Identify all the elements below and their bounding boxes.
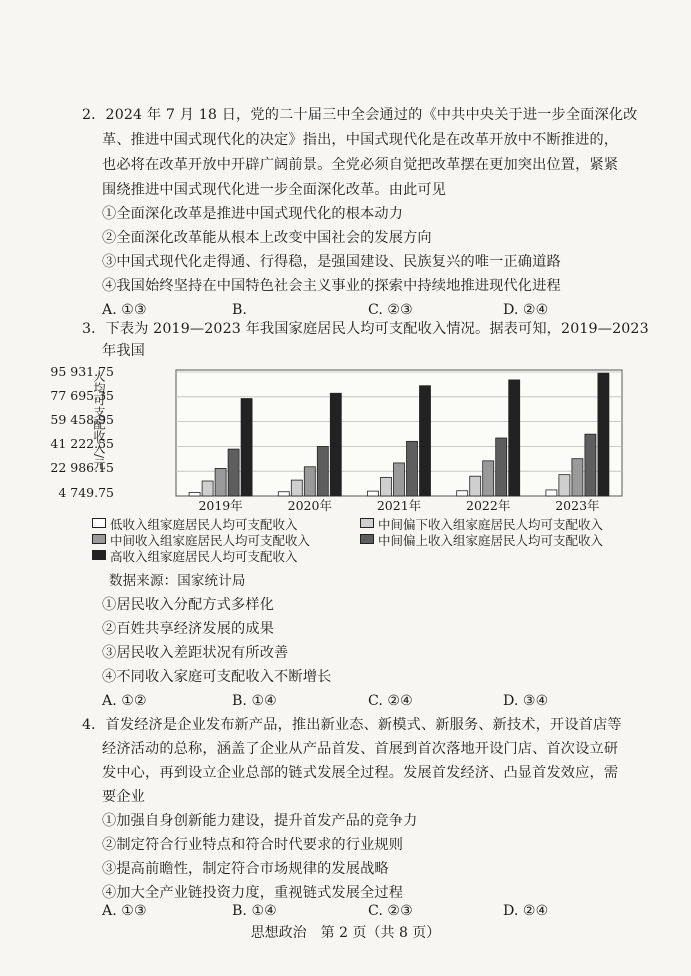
q4-options [102,900,602,922]
bar-2-2019年 [202,481,213,496]
q4-line: 4．首发经济是企业发布新产品，推出新业态、新模式、新服务、新技术，开设首店等 [82,717,622,733]
x-tick-label: 2021年 [376,498,422,513]
q2-statement: ④我国始终坚持在中国特色社会主义事业的探索中持续地推进现代化进程 [102,278,561,294]
bar-3-2019年 [215,468,226,496]
q2-line: 围绕推进中国式现代化进一步全面深化改革。由此可见 [102,182,447,198]
x-tick-label: 2020年 [287,498,332,513]
x-tick-label: 2019年 [198,498,243,513]
q3-option-d[interactable]: D. ③④ [503,693,549,709]
q3-option-c[interactable]: C. ②④ [368,693,413,709]
q3-line: 3．下表为 2019—2023 年我国家庭居民人均可支配收入情况。据表可知，2019—2023 [82,321,649,337]
q4-statement: ②制定符合行业特点和符合时代要求的行业规则 [102,837,404,853]
bar-5-2020年 [330,393,341,496]
q2-statement: ②全面深化改革能从根本上改变中国社会的发展方向 [102,230,432,246]
bar-1-2022年 [457,491,468,496]
x-tick-labels [198,498,599,513]
bar-1-2020年 [278,492,289,496]
bar-2-2020年 [291,480,302,496]
q3-statement: ④不同收入家庭可支配收入不断增长 [102,669,332,685]
legend-item [92,517,298,533]
bar-3-2020年 [304,467,315,496]
q2-line: 也必将在改革开放中开辟广阔前景。全党必须自觉把改革摆在更加突出位置，紧紧 [102,157,619,173]
income-bar-chart [86,362,626,524]
legend-swatch [92,534,106,544]
y-tick-label: 22 986.15 [50,460,114,475]
q2-line: 2．2024 年 7 月 18 日，党的二十届三中全会通过的《中共中央关于进一步全面深化改 [82,107,638,123]
q3-line: 年我国 [102,343,146,359]
y-tick-label: 95 931.75 [50,364,114,379]
q3-option-a[interactable]: A. ①② [102,693,147,709]
legend-label: 中间收入组家庭居民人均可支配收入 [110,533,311,548]
legend-item [360,533,603,549]
q2-option-c[interactable]: C. ②③ [368,302,413,318]
bar-5-2022年 [509,380,520,496]
y-tick-label: 77 695.35 [50,388,114,403]
q4-option-b[interactable]: B. ①④ [232,903,277,919]
q4-statement: ③提高前瞻性，制定符合市场规律的发展战略 [102,861,389,877]
bar-5-2021年 [420,386,431,496]
legend-swatch [92,550,106,560]
q3-statement: ③居民收入差距状况有所改善 [102,645,289,661]
q3-options [102,690,602,712]
bar-4-2020年 [317,446,328,496]
legend-label: 高收入组家庭居民人均可支配收入 [110,549,298,564]
q4-line: 发中心，再到设立企业总部的链式发展全过程。发展首发经济、凸显首发效应，需 [102,765,619,781]
q2-line: 革、推进中国式现代化的决定》指出，中国式现代化是在改革开放中不断推进的， [102,132,619,148]
q4-statement: ①加强自身创新能力建设，提升首发产品的竞争力 [102,813,418,829]
q4-option-d[interactable]: D. ②④ [503,903,549,919]
bar-5-2019年 [241,399,252,496]
q4-line: 要企业 [102,789,146,805]
bar-1-2019年 [189,492,200,496]
bar-2-2022年 [470,476,481,496]
q2-statement: ①全面深化改革是推进中国式现代化的根本动力 [102,206,404,222]
q4-statement: ④加大全产业链投资力度，重视链式发展全过程 [102,885,404,901]
page-footer: 思想政治 第 2 页（共 8 页） [250,925,441,941]
y-tick-label: 4 749.75 [58,485,114,500]
legend-item [92,533,310,549]
legend-label: 中间偏下收入组家庭居民人均可支配收入 [378,517,604,532]
q2-option-a[interactable]: A. ①③ [102,302,147,318]
q2-option-b[interactable]: B. [232,302,247,318]
bar-4-2019年 [228,449,239,496]
bar-3-2022年 [483,461,494,496]
bar-3-2021年 [394,463,405,496]
data-source: 数据来源：国家统计局 [109,573,246,589]
legend-swatch [92,518,106,528]
q4-option-a[interactable]: A. ①③ [102,903,147,919]
bar-5-2023年 [598,373,609,496]
q4-option-c[interactable]: C. ②③ [368,903,413,919]
q2-option-d[interactable]: D. ②④ [503,302,549,318]
q3-option-b[interactable]: B. ①④ [232,693,277,709]
bar-4-2022年 [496,438,507,496]
q2-statement: ③中国式现代化走得通、行得稳，是强国建设、民族复兴的唯一正确道路 [102,254,561,270]
x-tick-label: 2023年 [555,498,600,513]
x-tick-label: 2022年 [466,498,511,513]
q4-line: 经济活动的总称，涵盖了企业从产品首发、首展到首次落地开设门店、首次设立研 [102,741,619,757]
y-tick-label: 41 222.55 [50,436,114,451]
bar-2-2023年 [559,475,570,496]
q3-statement: ①居民收入分配方式多样化 [102,597,275,613]
bar-1-2023年 [546,490,557,496]
chart-y-axis-label: 人均可支配收入/元 [92,370,106,471]
bar-4-2021年 [407,441,418,496]
bar-1-2021年 [368,491,379,496]
legend-label: 中间偏上收入组家庭居民人均可支配收入 [378,533,604,548]
legend-label: 低收入组家庭居民人均可支配收入 [110,517,298,532]
bar-3-2023年 [572,459,583,496]
y-tick-label: 59 458.95 [50,412,114,427]
legend-swatch [360,518,374,528]
legend-item [92,549,298,565]
bar-2-2021年 [381,477,392,496]
q3-statement: ②百姓共享经济发展的成果 [102,621,275,637]
legend-swatch [360,534,374,544]
legend-item [360,517,603,533]
bar-4-2023年 [585,434,596,496]
